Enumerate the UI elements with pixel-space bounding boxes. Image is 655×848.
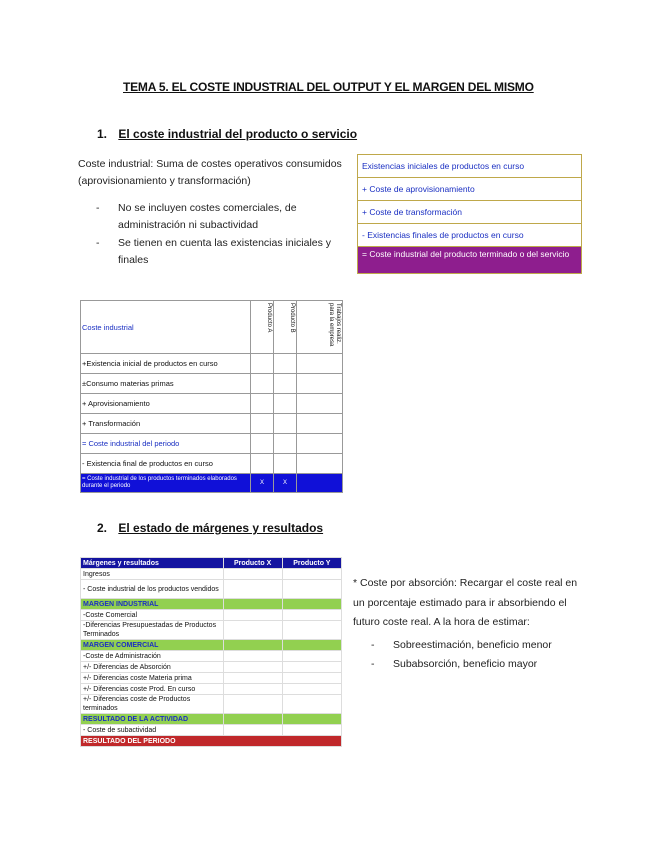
table-row: MARGEN COMERCIAL xyxy=(81,640,342,651)
table-row: +/- Diferencias coste Materia prima xyxy=(81,673,342,684)
flow-row: - Existencias finales de productos en curso xyxy=(358,224,581,247)
table-row: + Transformación xyxy=(81,414,343,434)
section-2-title: El estado de márgenes y resultados xyxy=(118,521,324,535)
table-row: Ingresos xyxy=(81,569,342,580)
section-1-bullets xyxy=(96,200,336,269)
section-2-number: 2. xyxy=(97,521,108,535)
x-mark: X xyxy=(251,474,274,493)
table-header-label: Coste industrial xyxy=(81,301,251,354)
table-row: -Diferencias Presupuestadas de Productos Terminados xyxy=(81,621,342,640)
table-row: -Coste de Administración xyxy=(81,651,342,662)
flow-row: + Coste de transformación xyxy=(358,201,581,224)
section-1-number: 1. xyxy=(97,127,108,141)
column-header: Trabajos realiz. para la empresa xyxy=(297,301,343,354)
section-1-heading xyxy=(97,127,357,141)
column-header: Producto B xyxy=(274,301,297,354)
table-row: RESULTADO DE LA ACTIVIDAD xyxy=(81,714,342,725)
page-title: TEMA 5. EL COSTE INDUSTRIAL DEL OUTPUT Y EL MARGEN DEL MISMO xyxy=(123,80,534,94)
column-header: Producto A xyxy=(251,301,274,354)
table-row: ±Consumo materias primas xyxy=(81,374,343,394)
table-row: +/- Diferencias de Absorción xyxy=(81,662,342,673)
coste-industrial-table xyxy=(80,300,343,493)
table-header-row: Márgenes y resultados Producto X Producto Y xyxy=(81,558,342,569)
margenes-table xyxy=(80,557,342,747)
list-item: - Subabsorción, beneficio mayor xyxy=(371,658,538,670)
table-row: MARGEN INDUSTRIAL xyxy=(81,599,342,610)
flow-row: + Coste de aprovisionamiento xyxy=(358,178,581,201)
table-row: - Existencia final de productos en curso xyxy=(81,454,343,474)
section-2-bullets xyxy=(371,636,591,674)
list-item: - Sobreestimación, beneficio menor xyxy=(371,639,552,651)
table-row: -Coste Comercial xyxy=(81,610,342,621)
table-row: - Coste industrial de los productos vendidos xyxy=(81,580,342,599)
flow-row: Existencias iniciales de productos en curso xyxy=(358,155,581,178)
table-row: = Coste industrial del periodo xyxy=(81,434,343,454)
coste-industrial-definition: Coste industrial: Suma de costes operativos consumidos (aprovisionamiento y transformación) xyxy=(78,158,342,187)
flow-row-result: = Coste industrial del producto terminado o del servicio xyxy=(358,247,581,273)
table-header-row xyxy=(81,301,343,354)
section-2-heading xyxy=(97,521,323,535)
section-1-title: El coste industrial del producto o servicio xyxy=(118,127,358,141)
table-row: RESULTADO DEL PERIODO xyxy=(81,736,342,747)
coste-industrial-flow-box xyxy=(357,154,582,274)
table-row: + Aprovisionamiento xyxy=(81,394,343,414)
table-row: - Coste de subactividad xyxy=(81,725,342,736)
table-row: +/- Diferencias coste de Productos terminados xyxy=(81,695,342,714)
x-mark: X xyxy=(274,474,297,493)
table-row: +Existencia inicial de productos en curso xyxy=(81,354,343,374)
table-row-final: = Coste industrial de los productos terminados elaborados durante el periodo X X xyxy=(81,474,343,493)
list-item: - Se tienen en cuenta las existencias iniciales y finales xyxy=(96,237,332,266)
table-row: +/- Diferencias coste Prod. En curso xyxy=(81,684,342,695)
list-item: - No se incluyen costes comerciales, de administración ni subactividad xyxy=(96,202,297,231)
coste-absorcion-note: * Coste por absorción: Recargar el coste real en un porcentaje estimado para ir absorbiendo el futuro coste real. A la hora de estimar: xyxy=(353,577,578,628)
